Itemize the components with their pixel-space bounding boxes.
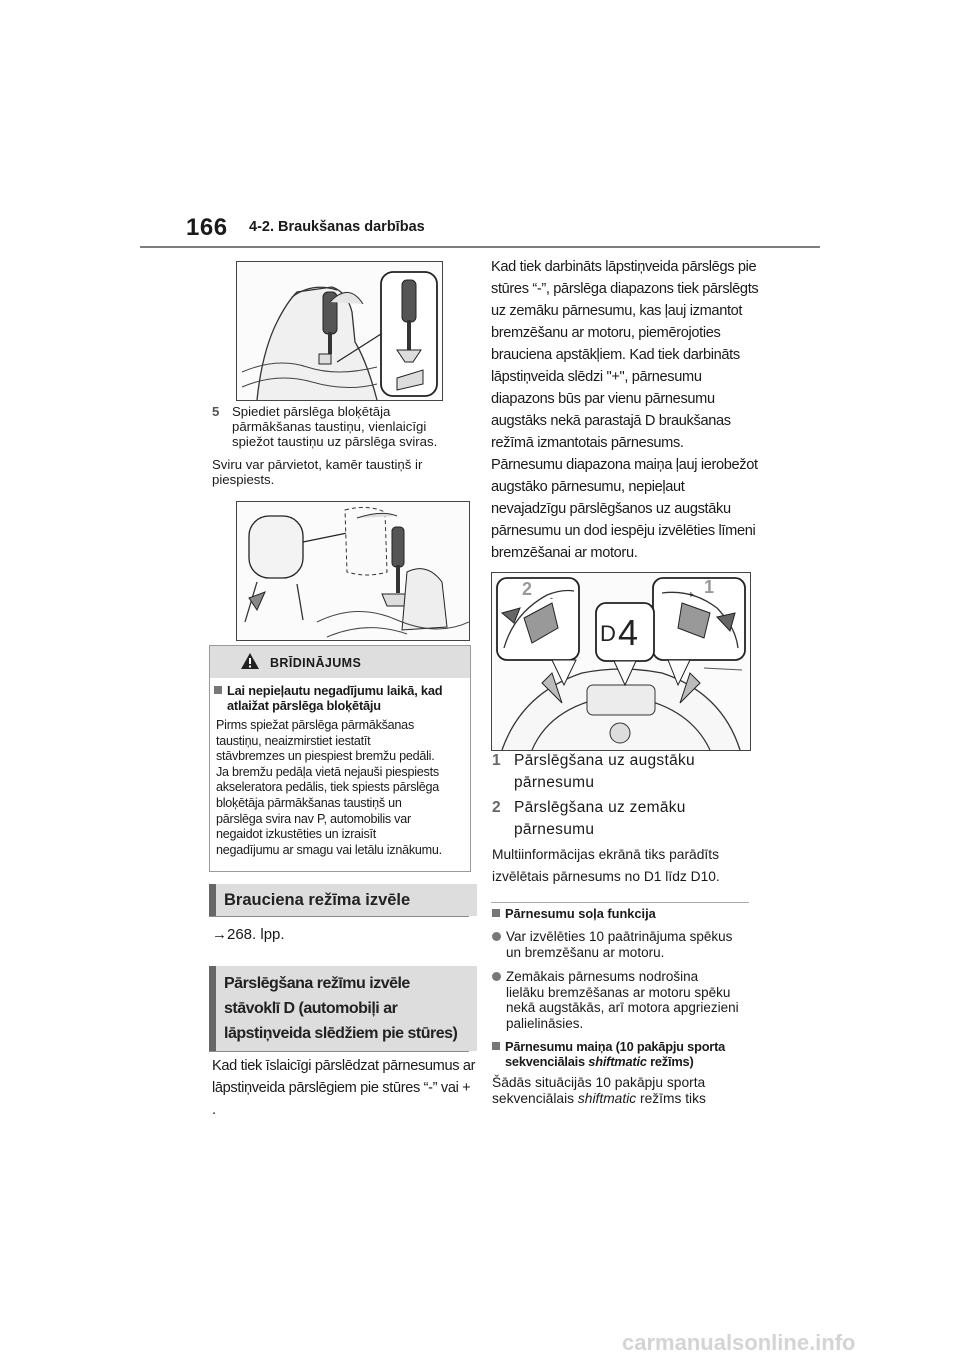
shift-lever-figure bbox=[236, 261, 443, 401]
text-italic: shiftmatic bbox=[577, 1090, 637, 1106]
warning-subtitle-line: Lai nepieļautu negadījumu laikā, kad bbox=[227, 683, 443, 698]
step-number: 5 bbox=[212, 404, 220, 419]
paragraph-line: lāpstiņveida slēdzi "+", pārnesumu bbox=[491, 369, 702, 385]
paragraph-line: bremzēšanu ar motoru, piemērojoties bbox=[491, 325, 721, 341]
subheading-line: Pārnesumu maiņa (10 pakāpju sporta bbox=[505, 1039, 726, 1054]
paragraph-line: režīmā izmantotais pārnesums. bbox=[491, 435, 684, 451]
warning-box bbox=[209, 645, 471, 872]
paragraph-line: pārnesumu un dod iespēju izvēlēties līmeni bbox=[491, 523, 756, 539]
paragraph-line: lāpstiņveida pārslēgiem pie stūres “-” vai + . bbox=[212, 1080, 471, 1118]
warning-body bbox=[214, 718, 464, 858]
warning-header bbox=[210, 646, 470, 678]
warning-triangle-icon bbox=[240, 652, 260, 675]
warning-body-line: bloķētāja pārmākšanas taustiņš un bbox=[216, 795, 402, 810]
plus-label: + bbox=[688, 590, 694, 601]
bullet-item bbox=[492, 969, 762, 1031]
paragraph-line: diapazons būs par vienu pārnesumu bbox=[491, 391, 715, 407]
subheading-part: režīms) bbox=[646, 1054, 694, 1069]
callout-item-2 bbox=[492, 797, 752, 841]
bullet-text-line: lielāku bremzēšanas ar motoru spēku bbox=[506, 984, 731, 1000]
paddle-explanation bbox=[491, 256, 761, 564]
warning-body-line: stāvbremzes un piespiest bremžu pedāli. bbox=[216, 749, 435, 764]
warning-body-line: negadījumu ar smagu vai letālu iznākumu. bbox=[216, 842, 442, 857]
paragraph-line: Kad tiek darbināts lāpstiņveida pārslēgs pie bbox=[491, 259, 757, 275]
step-text-line: pārmākšanas taustiņu, vienlaicīgi bbox=[232, 419, 427, 434]
page-reference: →268. lpp. bbox=[212, 926, 285, 943]
gear-number: 4 bbox=[618, 612, 639, 653]
sequential-mode-title bbox=[492, 1039, 762, 1069]
paragraph-line: augstāks nekā parastajā D braukšanas bbox=[491, 413, 731, 429]
note-line: Sviru var pārvietot, kamēr taustiņš ir bbox=[212, 457, 423, 472]
item-text-line: Pārslēgšana uz zemāku bbox=[514, 799, 686, 816]
watermark: carmanualsonline.info bbox=[622, 1330, 856, 1355]
section-heading-line: stāvoklī D (automobiļi ar bbox=[224, 1000, 398, 1017]
bullet-item bbox=[492, 929, 762, 960]
square-bullet-icon bbox=[492, 1042, 500, 1050]
paragraph-line: stūres “-”, pārslēga diapazons tiek pārslēgts bbox=[491, 281, 759, 297]
callout-2: 2 bbox=[522, 579, 533, 599]
subheading-text: Pārnesumu soļa funkcija bbox=[505, 906, 656, 921]
round-bullet-icon bbox=[492, 972, 501, 981]
warning-title: BRĪDINĀJUMS bbox=[270, 656, 362, 670]
info-line: Multiinformācijas ekrānā tiks parādīts bbox=[492, 847, 719, 862]
paragraph-line: uz zemāku pārnesumu, kas ļauj izmantot bbox=[491, 303, 743, 319]
warning-body-line: Ja bremžu pedāļa vietā nejauši piespiests bbox=[216, 764, 439, 779]
section-heading-line: lāpstiņveida slēdžiem pie stūres) bbox=[224, 1025, 458, 1042]
round-bullet-icon bbox=[492, 932, 501, 941]
warning-body-line: negaidot izkustēties un izraisīt bbox=[216, 827, 377, 842]
steering-paddle-figure bbox=[491, 572, 751, 751]
subheading-italic: shiftmatic bbox=[588, 1054, 647, 1069]
bullet-text-line: nekā augstākās, arī motora apgriezieni bbox=[506, 1000, 739, 1015]
bullet-text-line: Var izvēlēties 10 paātrinājuma spēkus bbox=[506, 929, 733, 944]
paragraph-line: Kad tiek īslaicīgi pārslēdzat pārnesumus ar bbox=[212, 1058, 476, 1074]
step-5 bbox=[212, 404, 472, 449]
callout-1: 1 bbox=[704, 577, 715, 597]
warning-subtitle bbox=[214, 683, 464, 713]
section-heading-text: Brauciena režīma izvēle bbox=[224, 891, 411, 909]
paragraph-line: nevajadzīgu pārslēgšanos uz augstāku bbox=[491, 501, 731, 517]
bullet-text-line: palielināsies. bbox=[506, 1015, 584, 1031]
warning-subtitle-line: atlaižat pārslēga bloķētāju bbox=[227, 698, 381, 713]
sequential-mode-text bbox=[492, 1075, 762, 1106]
step-text-line: spiežot taustiņu uz pārslēga sviras. bbox=[232, 434, 438, 449]
lever-note bbox=[212, 457, 472, 487]
section-heading-drive-mode bbox=[209, 884, 477, 916]
steering-paddle-illustration bbox=[492, 573, 750, 750]
text-line: Šādās situācijās 10 pakāpju sporta bbox=[492, 1075, 706, 1090]
section-heading-paddle-shift bbox=[209, 966, 477, 1051]
paragraph-line: bremzēšanai ar motoru. bbox=[491, 545, 638, 561]
item-text-line: pārnesumu bbox=[514, 774, 595, 791]
heading-underline bbox=[209, 1051, 469, 1052]
text-part: režīms tiks bbox=[636, 1090, 706, 1106]
section-heading-line: Pārslēgšana režīmu izvēle bbox=[224, 975, 410, 992]
item-number: 1 bbox=[492, 752, 501, 769]
warning-body-line: taustiņu, neaizmirstiet iestatīt bbox=[216, 733, 371, 748]
shift-override-illustration bbox=[237, 502, 469, 640]
gear-step-function-title bbox=[492, 906, 656, 921]
note-line: piespiests. bbox=[212, 472, 275, 487]
subheading-part: sekvenciālais bbox=[505, 1054, 589, 1069]
info-line: izvēlētais pārnesums no D1 līdz D10. bbox=[492, 869, 720, 884]
item-text-line: Pārslēgšana uz augstāku bbox=[514, 752, 695, 769]
minus-label: - bbox=[550, 593, 553, 603]
bullet-text-line: Zemākais pārnesums nodrošina bbox=[506, 969, 699, 984]
warning-body-line: pārslēga svira nav P, automobilis var bbox=[216, 811, 411, 826]
shift-override-figure bbox=[236, 501, 470, 641]
square-bullet-icon bbox=[214, 686, 222, 694]
text-part: sekvenciālais bbox=[492, 1090, 578, 1106]
paragraph-line: augstāko pārnesumu, nepieļaut bbox=[491, 479, 685, 495]
heading-underline bbox=[209, 916, 469, 917]
callout-item-1 bbox=[492, 750, 752, 794]
divider bbox=[491, 902, 749, 903]
paragraph-line: brauciena apstākļiem. Kad tiek darbināts bbox=[491, 347, 740, 363]
paddle-paragraph bbox=[212, 1055, 477, 1121]
page-number: 166 bbox=[186, 214, 228, 241]
step-text-line: Spiediet pārslēga bloķētāja bbox=[232, 404, 391, 419]
item-text-line: pārnesumu bbox=[514, 821, 595, 838]
square-bullet-icon bbox=[492, 909, 500, 917]
bullet-text-line: un bremzēšanu ar motoru. bbox=[506, 944, 665, 960]
section-title: 4-2. Braukšanas darbības bbox=[249, 219, 425, 235]
gear-mode-letter: D bbox=[600, 621, 616, 646]
warning-body-line: Pirms spiežat pārslēga pārmākšanas bbox=[216, 718, 414, 732]
header-rule bbox=[140, 246, 820, 248]
item-number: 2 bbox=[492, 799, 501, 816]
shift-lever-illustration bbox=[237, 262, 442, 400]
display-info bbox=[492, 844, 762, 888]
warning-body-line: akseleratora pedālis, tiek spiests pārslēga bbox=[216, 780, 440, 795]
paragraph-line: Pārnesumu diapazona maiņa ļauj ierobežot bbox=[491, 457, 758, 473]
